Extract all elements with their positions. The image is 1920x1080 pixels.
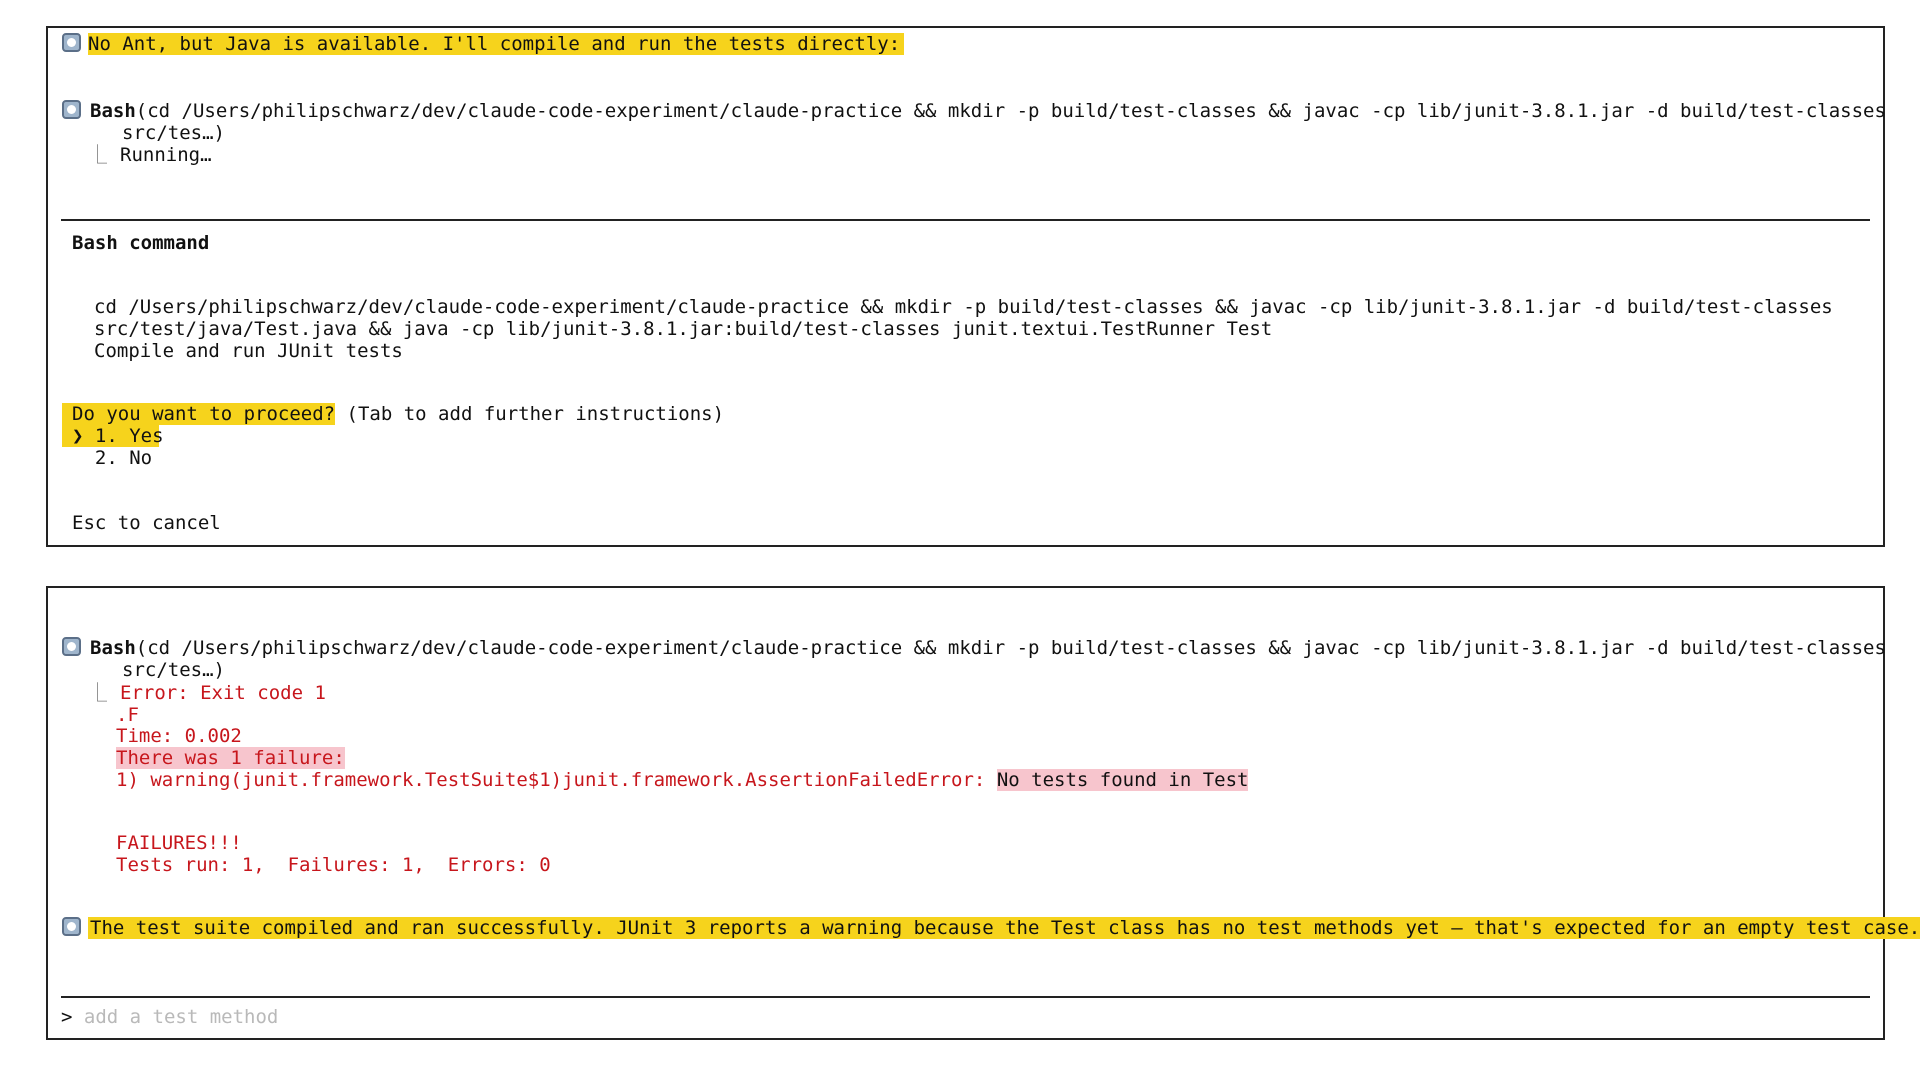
question-text: Do you want to proceed? [62, 403, 335, 425]
proceed-question [62, 403, 724, 425]
tool-name: Bash [90, 637, 136, 659]
tool-name: Bash [90, 100, 136, 122]
failure-detail-prefix: 1) warning(junit.framework.TestSuite$1)junit.framework.AssertionFailedError: [116, 769, 997, 791]
test-progress: .F [116, 704, 139, 726]
corner-connector-icon: ⎿ [88, 144, 108, 166]
prompt-symbol: > [61, 1006, 73, 1028]
permission-panel [46, 26, 1885, 547]
failure-detail [116, 769, 1248, 791]
corner-connector-icon: ⎿ [88, 682, 108, 704]
dialog-title: Bash command [72, 232, 210, 254]
tool-args-continued: src/tes…) [122, 122, 225, 144]
assistant-message: No Ant, but Java is available. I'll compile and run the tests directly: [88, 33, 904, 55]
prompt-placeholder: add a test method [83, 1006, 279, 1028]
tool-args-continued: src/tes…) [122, 659, 225, 681]
failures-banner: FAILURES!!! [116, 832, 242, 854]
divider [61, 996, 1870, 998]
tool-call-header [90, 637, 1886, 659]
bash-command-line: src/test/java/Test.java && java -cp lib/junit-3.8.1.jar:build/test-classes junit.textui.TestRunner Test [94, 318, 1273, 340]
option-yes[interactable]: ❯ 1. Yes [62, 425, 159, 447]
prompt-input[interactable] [61, 1006, 278, 1028]
tool-args: (cd /Users/philipschwarz/dev/claude-code-experiment/claude-practice && mkdir -p build/test-classes && javac -cp lib/junit-3.8.1.jar -d build/test-classes [135, 637, 1886, 659]
assistant-message: The test suite compiled and ran successfully. JUnit 3 reports a warning because the Test class has no test methods yet — that's expected for an empty test case. [88, 917, 1920, 939]
option-no[interactable]: 2. No [72, 447, 153, 469]
command-description: Compile and run JUnit tests [94, 340, 403, 362]
result-panel [46, 586, 1920, 1040]
bullet-icon [62, 100, 81, 119]
failure-count: There was 1 failure: [116, 747, 345, 769]
bullet-icon [62, 917, 81, 936]
bash-command-line: cd /Users/philipschwarz/dev/claude-code-experiment/claude-practice && mkdir -p build/test-classes && javac -cp lib/junit-3.8.1.jar -d build/test-classes [94, 296, 1833, 318]
failure-message: No tests found in Test [996, 769, 1249, 791]
tool-args: (cd /Users/philipschwarz/dev/claude-code-experiment/claude-practice && mkdir -p build/test-classes && javac -cp lib/junit-3.8.1.jar -d build/test-classes [135, 100, 1886, 122]
bullet-icon [62, 33, 81, 52]
tool-status: Running… [120, 144, 212, 166]
bullet-icon [62, 637, 81, 656]
divider [61, 219, 1870, 221]
question-hint: (Tab to add further instructions) [335, 403, 725, 425]
error-line: Error: Exit code 1 [120, 682, 326, 704]
test-summary: Tests run: 1, Failures: 1, Errors: 0 [116, 854, 551, 876]
test-time: Time: 0.002 [116, 725, 242, 747]
tool-call-header [90, 100, 1886, 122]
cancel-hint: Esc to cancel [72, 512, 221, 534]
